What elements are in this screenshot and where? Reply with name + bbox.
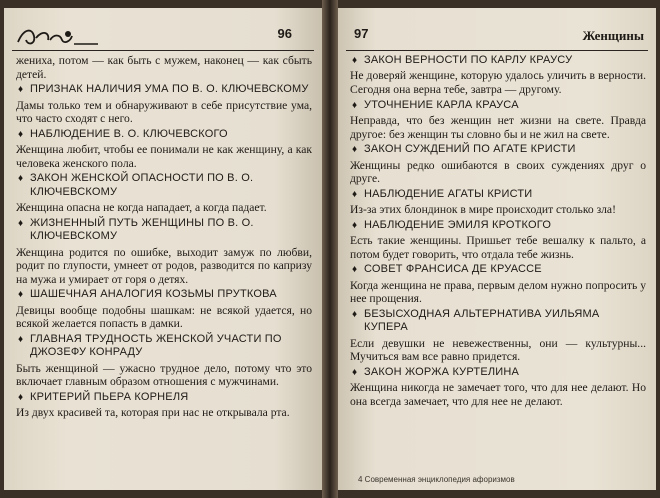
aphorism-text: Из-за этих блондинок в мире происходит столько зла! (350, 203, 616, 217)
decorative-logo-icon (14, 24, 102, 50)
aphorism-heading-text: ПРИЗНАК НАЛИЧИЯ УМА ПО В. О. КЛЮЧЕВСКОМУ (30, 83, 309, 96)
aphorism-text: Женщина родится по ошибке, выходит замуж по любви, родит по глупости, умнеет от родов, разводится по капризу на мужа и умирает от горя о детях. (16, 245, 312, 286)
aphorism-heading (350, 366, 646, 379)
aphorism-heading (16, 83, 312, 96)
bullet-icon: ♦ (352, 55, 358, 66)
aphorism-heading-text: ЗАКОН ВЕРНОСТИ ПО КАРЛУ КРАУСУ (364, 54, 573, 66)
aphorism-heading (350, 219, 646, 232)
aphorism-text: Женщины редко ошибаются в своих суждениях друг о друге. (350, 158, 646, 186)
aphorism-heading (350, 99, 646, 112)
page-footer: 4 Современная энциклопедия афоризмов (358, 475, 515, 484)
aphorism-text: Девицы вообще подобны шашкам: не всякой удается, но всякой желается попасть в дамки. (16, 303, 312, 331)
right-page (338, 8, 656, 490)
bullet-icon: ♦ (18, 333, 24, 345)
aphorism-heading (16, 391, 312, 404)
aphorism-heading (16, 217, 312, 244)
aphorism-text: Женщина никогда не замечает того, что для нее делают. Но она всегда замечает, что для нее не делают. (350, 381, 646, 408)
aphorism-heading (350, 263, 646, 276)
aphorism-text: Женщина опасна не когда нападает, а когда падает. (16, 201, 267, 215)
aphorism-text: Из двух красивей та, которая при нас не открывала рта. (16, 406, 290, 420)
aphorism-text: Быть женщиной — ужасно трудное дело, потому что это включает главным образом отношения с мужчинами. (16, 361, 312, 389)
left-page (4, 8, 322, 490)
aphorism-heading-text: УТОЧНЕНИЕ КАРЛА КРАУСА (364, 98, 519, 111)
aphorism-heading (16, 172, 312, 199)
right-page-header (346, 24, 648, 51)
aphorism-text: Когда женщина не права, первым делом нужно попросить у нее прощения. (350, 278, 646, 306)
bullet-icon: ♦ (352, 99, 358, 111)
aphorism-text: Женщина любит, чтобы ее понимали не как женщину, а как человека женского пола. (16, 143, 312, 170)
bullet-icon: ♦ (18, 84, 24, 96)
aphorism-heading-text: НАБЛЮДЕНИЕ В. О. КЛЮЧЕВСКОГО (30, 127, 228, 140)
aphorism-heading (350, 308, 646, 335)
left-page-content (16, 54, 312, 422)
aphorism-heading-text: ГЛАВНАЯ ТРУДНОСТЬ ЖЕНСКОЙ УЧАСТИ ПО ДЖОЗЕФУ КОНРАДУ (30, 332, 282, 359)
aphorism-heading-text: НАБЛЮДЕНИЕ АГАТЫ КРИСТИ (364, 187, 533, 200)
bullet-icon: ♦ (18, 289, 24, 301)
aphorism-text: Если девушки не невежественны, они — культурны... Мучиться вам все равно придется. (350, 336, 646, 364)
aphorism-heading-text: КРИТЕРИЙ ПЬЕРА КОРНЕЛЯ (30, 390, 189, 403)
aphorism-heading (16, 333, 312, 360)
bullet-icon: ♦ (18, 173, 24, 185)
aphorism-text: Не доверяй женщине, которую удалось уличить в верности. Сегодня она верна тебе, завтра — другому. (350, 69, 646, 96)
page-number: 96 (277, 26, 292, 41)
bullet-icon: ♦ (352, 144, 358, 156)
page-number: 97 (354, 26, 369, 41)
aphorism-heading-text: НАБЛЮДЕНИЕ ЭМИЛЯ КРОТКОГО (364, 218, 552, 231)
aphorism-heading (16, 288, 312, 301)
aphorism-heading-text: ШАШЕЧНАЯ АНАЛОГИЯ КОЗЬМЫ ПРУТКОВА (30, 288, 277, 301)
aphorism-heading (350, 188, 646, 201)
right-page-content (350, 54, 646, 411)
aphorism-heading-text: ЗАКОН ЖЕНСКОЙ ОПАСНОСТИ ПО В. О. КЛЮЧЕВСКОМУ (30, 172, 254, 198)
bullet-icon: ♦ (352, 308, 358, 320)
aphorism-text: Дамы только тем и обнаруживают в себе присутствие ума, что часто сходят с него. (16, 98, 312, 126)
bullet-icon: ♦ (352, 264, 358, 276)
aphorism-heading (350, 54, 646, 67)
book-gutter (322, 0, 338, 498)
aphorism-heading-text: ЗАКОН ЖОРЖА КУРТЕЛИНА (364, 365, 520, 378)
bullet-icon: ♦ (352, 366, 358, 378)
aphorism-heading-text: СОВЕТ ФРАНСИСА ДЕ КРУАССЕ (364, 263, 542, 276)
section-title: Женщины (582, 28, 644, 43)
aphorism-heading (350, 143, 646, 156)
bullet-icon: ♦ (352, 219, 358, 231)
aphorism-text: Есть такие женщины. Пришьет тебе вешалку к пальто, а потом будет говорить, что отдала тебе жизнь. (350, 234, 646, 261)
aphorism-heading-text: ЖИЗНЕННЫЙ ПУТЬ ЖЕНЩИНЫ ПО В. О. КЛЮЧЕВСКОМУ (30, 216, 254, 243)
bullet-icon: ♦ (352, 188, 358, 200)
bullet-icon: ♦ (18, 217, 24, 229)
bullet-icon: ♦ (18, 391, 24, 403)
aphorism-text: Неправда, что без женщин нет жизни на свете. Правда другое: без женщин ты словно бы и не жил на свете. (350, 114, 646, 141)
aphorism-heading-text: БЕЗЫСХОДНАЯ АЛЬТЕРНАТИВА УИЛЬЯМА КУПЕРА (364, 307, 600, 334)
aphorism-heading (16, 128, 312, 141)
left-page-header (12, 24, 314, 51)
bullet-icon: ♦ (18, 128, 24, 140)
aphorism-heading-text: ЗАКОН СУЖДЕНИЙ ПО АГАТЕ КРИСТИ (364, 143, 576, 156)
aphorism-text: жениха, потом — как быть с мужем, наконец — как сбыть детей. (16, 54, 312, 81)
